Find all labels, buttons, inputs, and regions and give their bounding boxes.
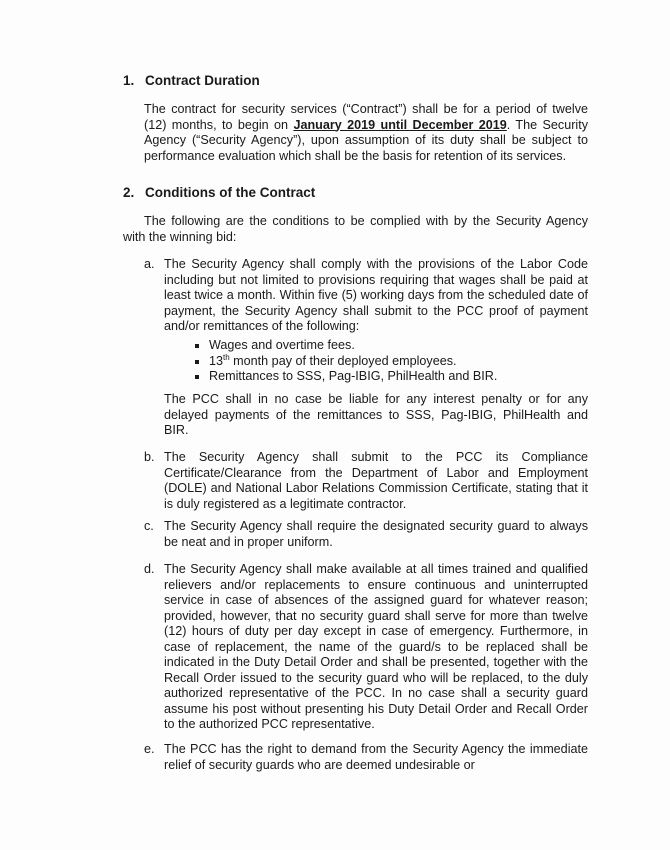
list-item-superscript: th: [223, 352, 230, 362]
contract-period-highlight: January 2019 until December 2019: [293, 117, 507, 132]
item-c-text: The Security Agency shall require the designated security guard to always be neat and in proper uniform.: [164, 519, 588, 549]
item-d-text: The Security Agency shall make available at all times trained and qualified relievers and/or replacements to ensure continuous and uninterrupted service in case of absences of the assigned guard for whatever reason; provided, however, that no security guard shall serve for more than twelve (12) hours of duty per day except in case of emergency. Furthermore, in case of replacement, the name of the guard/s to be replaced shall be indicated in the Duty Detail Order and shall be presented, together with the Recall Order issued to the security guard who will be replaced, to the duly authorized representative of the PCC. In no case shall a security guard assume his post without presenting his Duty Detail Order and Recall Order to the authorized PCC representative.: [164, 562, 588, 731]
bullet-square-icon: [195, 375, 199, 379]
list-item-text: month pay of their deployed employees.: [229, 353, 457, 368]
bullet-square-icon: [195, 344, 199, 348]
item-a-marker: a.: [144, 257, 155, 271]
item-a-text: The Security Agency shall comply with the provisions of the Labor Code including but not limited to provisions requiring that wages shall be paid at least twice a month. Within five (5) working days from the scheduled date of payment, the Security Agency shall submit to the PCC proof of payment and/or remittances of the following:: [164, 257, 588, 333]
item-c-marker: c.: [144, 519, 154, 533]
section-2-heading: [123, 185, 315, 201]
list-item: [195, 354, 575, 370]
section-1-text-before: The contract for security services (“Contract”) shall be for a period of twelve (12) months, to begin on: [144, 102, 588, 132]
item-b-marker: b.: [144, 450, 155, 464]
section-1-text-after: . The Security Agency (“Security Agency”), upon assumption of its duty shall be subject to performance evaluation which shall be the basis for retention of its services.: [144, 117, 589, 163]
list-item: [195, 338, 575, 354]
item-e-marker: e.: [144, 742, 155, 756]
item-e-text: The PCC has the right to demand from the Security Agency the immediate relief of security guards who are deemed undesirable or: [164, 742, 588, 772]
section-1-number: 1.: [123, 73, 135, 88]
list-item-text: Remittances to SSS, Pag-IBIG, PhilHealth and BIR.: [209, 369, 498, 383]
list-item: [195, 369, 575, 385]
item-d-marker: d.: [144, 562, 155, 576]
list-item-text-number: 13: [209, 353, 224, 368]
section-2-number: 2.: [123, 185, 135, 200]
remittance-list: [195, 338, 575, 385]
list-item-text: Wages and overtime fees.: [209, 338, 355, 352]
section-1-title: Contract Duration: [145, 73, 260, 88]
section-2-intro: The following are the conditions to be complied with by the Security Agency with the winning bid:: [123, 214, 588, 244]
section-1-paragraph: [144, 102, 588, 164]
item-a-note: The PCC shall in no case be liable for any interest penalty or for any delayed payments of the remittances to SSS, Pag-IBIG, PhilHealth and BIR.: [164, 392, 588, 437]
bullet-square-icon: [195, 360, 199, 364]
section-1-heading: [123, 73, 260, 89]
item-b-text: The Security Agency shall submit to the PCC its Compliance Certificate/Clearance from the Department of Labor and Employment (DOLE) and National Labor Relations Commission Certificate, stating that it is duly registered as a legitimate contractor.: [164, 450, 588, 511]
section-2-title: Conditions of the Contract: [145, 185, 316, 200]
